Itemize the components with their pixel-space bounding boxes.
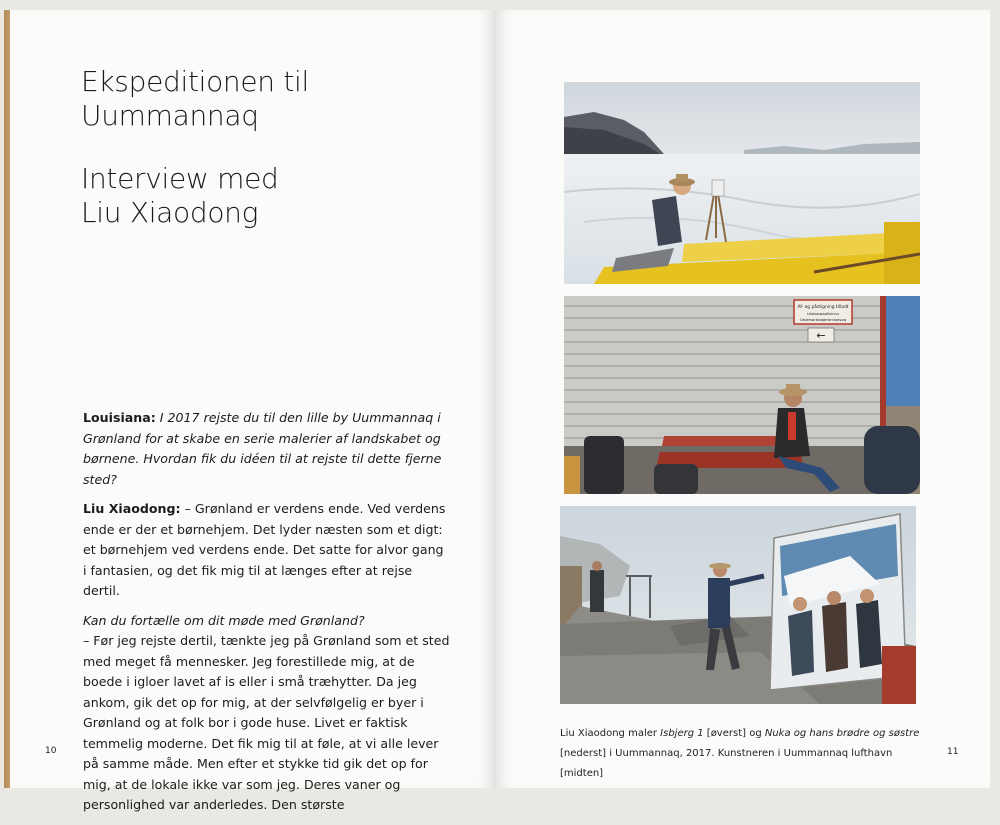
photo-painting-on-ice bbox=[564, 82, 920, 284]
caption-part-2: [øverst] og bbox=[703, 728, 765, 739]
interview-body bbox=[83, 408, 451, 825]
answer-2: – Før jeg rejste dertil, tænkte jeg på Grønland som et sted med meget få mennesker. Jeg forestillede mig, at de boede i igloer lavet af is eller i små træhytter. Da jeg ankom, gik det op for mig, at der selvfølgelig er byer i Grønland og at folk bor i gode huse. Livet er faktisk temmelig moderne. Det fik mig til at føle, at vi alle lever på samme måde. Men efter et stykke tid gik det op for mig, at de lokale ikke var som jeg. Deres vaner og personlighed var anderledes. Den største bbox=[83, 633, 450, 812]
photo-artist-at-airport bbox=[564, 296, 920, 494]
chapter-title-line-2: Uummannaq bbox=[81, 99, 259, 132]
interview-paragraph-2 bbox=[83, 499, 451, 602]
interview-paragraph-1 bbox=[83, 408, 451, 490]
interview-title-line-2: Liu Xiaodong bbox=[81, 196, 259, 229]
interview-title bbox=[81, 162, 461, 230]
chapter-title-line-1: Ekspeditionen til bbox=[81, 65, 309, 98]
page-number-right: 11 bbox=[947, 747, 959, 757]
photo-caption bbox=[560, 724, 920, 784]
sign-arrow-icon: ← bbox=[816, 329, 826, 342]
sign-line-2: Ussisoqsaalluinnu bbox=[806, 312, 840, 316]
photo-painting-children bbox=[560, 506, 916, 704]
speaker-liu-xiaodong: Liu Xiaodong: bbox=[83, 501, 181, 516]
caption-work-2: Nuka og hans brødre og søstre bbox=[764, 728, 920, 739]
caption-part-3: [nederst] i Uummannaq, 2017. Kunstneren i Uummannaq lufthavn [midten] bbox=[560, 748, 893, 779]
sign-line-3: Uisiersortoqqersinnaavoq bbox=[799, 318, 847, 322]
caption-work-1: Isbjerg 1 bbox=[660, 728, 704, 739]
sign-line-1: Af- og påstigning tilladt bbox=[797, 305, 849, 310]
interview-paragraph-3 bbox=[83, 611, 451, 816]
question-1: I 2017 rejste du til den lille by Uummannaq i Grønland for at skabe en serie malerier af landskabet og børnene. Hvordan fik du idéen til at rejste til dette fjerne sted? bbox=[83, 410, 442, 487]
page-number-left: 10 bbox=[45, 746, 57, 756]
interview-title-line-1: Interview med bbox=[81, 162, 279, 195]
caption-part-1: Liu Xiaodong maler bbox=[560, 728, 661, 739]
left-page bbox=[10, 10, 496, 812]
speaker-louisiana: Louisiana: bbox=[83, 410, 156, 425]
chapter-title bbox=[81, 65, 461, 133]
answer-1: – Grønland er verdens ende. Ved verdens ende er der et børnehjem. Det lyder næsten som et digt: et børnehjem ved verdens ende. Det satte for alvor gang i fantasien, og det fik mig til at længes efter at rejse dertil. bbox=[83, 501, 446, 598]
question-2: Kan du fortælle om dit møde med Grønland? bbox=[83, 612, 365, 628]
right-page bbox=[496, 10, 990, 788]
